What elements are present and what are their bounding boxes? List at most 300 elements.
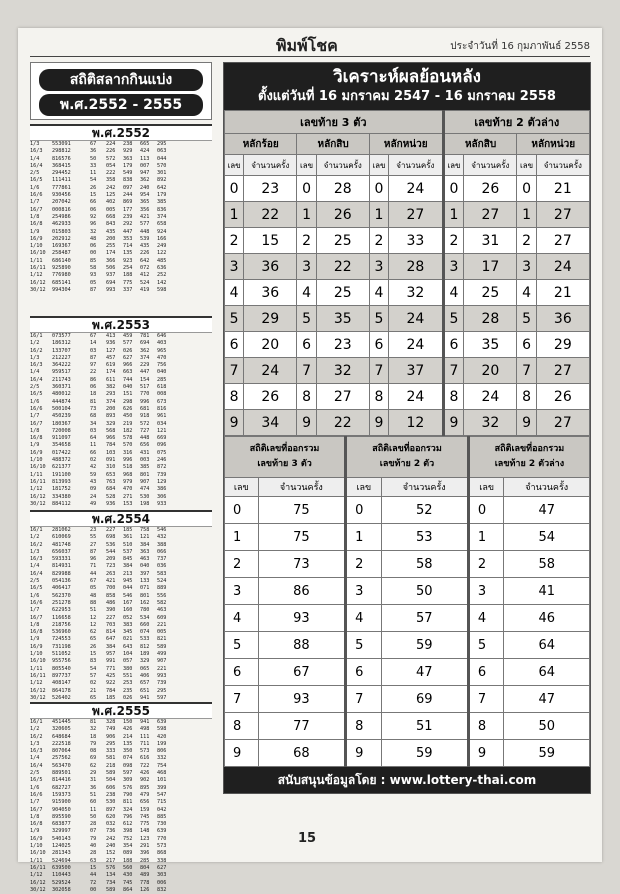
result-cell: 309 <box>123 777 133 784</box>
digit-cell: 7 <box>225 358 244 384</box>
count-cell: 21 <box>536 280 589 306</box>
result-cell: 03 <box>90 427 97 434</box>
result-cell: 096 <box>157 442 167 449</box>
result-cell: 382 <box>106 384 116 391</box>
result-cell: 18 <box>90 733 97 740</box>
result-cell: 054 <box>106 162 116 169</box>
result-cell: 489 <box>140 872 150 879</box>
totals-table <box>224 436 590 767</box>
count-cell: 41 <box>504 578 590 605</box>
result-cell: 67 <box>90 141 97 147</box>
year-title: พ.ศ.2552 <box>30 124 212 141</box>
result-cell: 597 <box>157 694 167 701</box>
result-cell: 420 <box>157 733 167 740</box>
result-cell: 966 <box>123 362 133 369</box>
result-cell: 739 <box>157 680 167 687</box>
result-cell: 384 <box>106 643 116 650</box>
count-cell: 88 <box>258 632 345 659</box>
result-cell: 16/10 <box>30 850 46 857</box>
result-cell: 647 <box>106 636 116 643</box>
result-cell: 1/11 <box>30 665 43 672</box>
draw-result-row <box>30 777 212 784</box>
totals-head-line: สถิติเลขที่ออกรวม <box>372 444 442 454</box>
result-cell: 50 <box>90 813 97 820</box>
result-cell: 16/5 <box>30 777 43 784</box>
count-cell: 20 <box>244 332 297 358</box>
result-cell: 869 <box>123 199 133 206</box>
digit-cell: 8 <box>225 713 259 740</box>
result-cell: 293 <box>106 391 116 398</box>
draw-result-row <box>30 185 212 192</box>
draw-result-row <box>30 534 212 541</box>
totals-row <box>225 605 590 632</box>
result-cell: 620 <box>106 813 116 820</box>
result-cell: 332 <box>157 755 167 762</box>
result-cell: 1/8 <box>30 813 40 820</box>
result-cell: 091 <box>106 457 116 464</box>
result-cell: 374 <box>157 213 167 220</box>
result-cell: 448 <box>140 435 150 442</box>
result-cell: 42 <box>90 464 97 471</box>
result-cell: 229 <box>140 362 150 369</box>
count-cell: 86 <box>258 578 345 605</box>
result-cell: 30/12 <box>30 286 46 293</box>
sub-units: หลักหน่วย <box>369 134 443 155</box>
result-cell: 745 <box>123 879 133 886</box>
draw-result-row <box>30 880 212 887</box>
header-divider <box>30 56 590 57</box>
result-cell: 44 <box>90 570 97 577</box>
digit-cell: 6 <box>517 332 536 358</box>
result-cell: 450 <box>123 413 133 420</box>
count-cell: 29 <box>536 332 589 358</box>
result-cell: 1/7 <box>30 199 40 206</box>
result-cell: 1/6 <box>30 592 40 599</box>
result-cell: 597 <box>123 770 133 777</box>
result-cell: 03 <box>90 347 97 354</box>
result-cell: 598 <box>157 286 167 293</box>
result-cell: 93 <box>90 272 97 279</box>
result-cell: 15 <box>90 651 97 658</box>
draw-result-row <box>30 858 212 865</box>
result-cell: 572 <box>106 155 116 162</box>
result-cell: 897 <box>106 806 116 813</box>
result-cell: 185 <box>123 527 133 533</box>
result-cell: 658 <box>157 221 167 228</box>
result-cell: 656 <box>140 799 150 806</box>
result-cell: 419 <box>140 286 150 293</box>
result-cell: 133707 <box>52 347 71 354</box>
result-cell: 923 <box>123 257 133 264</box>
draw-result-row <box>30 486 212 493</box>
result-cell: 430 <box>123 872 133 879</box>
result-cell: 16/12 <box>30 687 46 694</box>
result-cell: 221 <box>157 621 167 628</box>
draw-result-row <box>30 207 212 214</box>
count-cell: 24 <box>464 384 517 410</box>
digit-cell: 8 <box>297 384 316 410</box>
result-cell: 16/6 <box>30 791 43 798</box>
result-cell: 81 <box>90 719 97 725</box>
draw-result-row <box>30 340 212 347</box>
banner-title: สถิติสลากกินแบ่ง <box>39 69 203 91</box>
result-cell: 181752 <box>52 486 71 493</box>
result-cell: 16/12 <box>30 279 46 286</box>
result-cell: 754 <box>157 762 167 769</box>
draw-result-row <box>30 148 212 155</box>
digit-cell: 6 <box>443 332 464 358</box>
result-cell: 836 <box>157 206 167 213</box>
result-cell: 92 <box>90 213 97 220</box>
result-cell: 285 <box>140 857 150 864</box>
magazine-title: พิมพ์โชค <box>276 36 338 55</box>
result-cell: 86 <box>90 376 97 383</box>
result-cell: 845 <box>123 556 133 563</box>
result-cell: 32 <box>90 228 97 235</box>
stats-banner <box>30 62 212 120</box>
draw-result-row <box>30 391 212 398</box>
year-block <box>30 510 212 702</box>
result-cell: 816 <box>157 405 167 412</box>
result-cell: 562370 <box>52 592 71 599</box>
result-cell: 246 <box>157 457 167 464</box>
result-cell: 000816 <box>52 206 71 213</box>
result-cell: 2/5 <box>30 770 40 777</box>
result-cell: 58 <box>90 265 97 272</box>
result-cell: 2/5 <box>30 384 40 391</box>
count-cell: 24 <box>244 358 297 384</box>
digit-cell: 3 <box>443 254 464 280</box>
count-cell: 47 <box>504 686 590 713</box>
draw-results-list <box>30 527 212 702</box>
result-cell: 00 <box>90 250 97 257</box>
draw-result-row <box>30 258 212 265</box>
result-cell: 583 <box>157 570 167 577</box>
result-cell: 686140 <box>52 257 71 264</box>
digit-cell: 8 <box>225 384 244 410</box>
result-cell: 893 <box>106 413 116 420</box>
count-cell: 50 <box>381 578 468 605</box>
result-cell: 160 <box>123 607 133 614</box>
result-cell: 685141 <box>52 279 71 286</box>
result-cell: 384 <box>123 563 133 570</box>
count-cell: 27 <box>536 358 589 384</box>
result-cell: 62 <box>90 629 97 636</box>
draw-result-row <box>30 287 212 294</box>
draw-result-row <box>30 265 212 272</box>
draw-result-row <box>30 442 212 449</box>
draw-result-row <box>30 615 212 622</box>
result-cell: 426 <box>140 770 150 777</box>
result-cell: 530 <box>140 493 150 500</box>
result-cell: 463 <box>140 556 150 563</box>
result-cell: 730 <box>157 821 167 828</box>
result-cell: 16/2 <box>30 541 43 548</box>
result-cell: 089 <box>123 850 133 857</box>
totals-column-headers <box>225 478 590 497</box>
result-cell: 16/3 <box>30 362 43 369</box>
result-cell: 30/12 <box>30 694 46 701</box>
result-cell: 396 <box>140 850 150 857</box>
result-cell: 1/10 <box>30 243 43 250</box>
totals-head-line: สถิติเลขที่ออกรวม <box>494 444 565 454</box>
result-cell: 052 <box>123 614 133 621</box>
result-cell: 366 <box>106 257 116 264</box>
result-cell: 481748 <box>52 541 71 548</box>
count-cell: 27 <box>536 410 589 436</box>
result-cell: 134 <box>106 872 116 879</box>
result-cell: 222 <box>106 170 116 177</box>
result-cell: 957 <box>106 651 116 658</box>
draw-result-row <box>30 243 212 250</box>
result-cell: 16/5 <box>30 585 43 592</box>
digit-cell: 8 <box>468 713 504 740</box>
result-cell: 385 <box>157 199 167 206</box>
result-cell: 775 <box>123 279 133 286</box>
result-cell: 684 <box>106 486 116 493</box>
result-cell: 54 <box>90 177 97 184</box>
count-cell: 25 <box>464 280 517 306</box>
result-cell: 153 <box>123 500 133 507</box>
result-cell: 576 <box>123 784 133 791</box>
digit-row <box>225 228 590 254</box>
result-cell: 534 <box>140 614 150 621</box>
draw-result-row <box>30 629 212 636</box>
count-cell: 29 <box>244 306 297 332</box>
result-cell: 937 <box>106 272 116 279</box>
result-cell: 177 <box>123 206 133 213</box>
result-cell: 1/9 <box>30 228 40 235</box>
result-cell: 528 <box>106 493 116 500</box>
result-cell: 16/1 <box>30 719 43 725</box>
draw-result-row <box>30 221 212 228</box>
result-cell: 135 <box>123 250 133 257</box>
digit-cell: 5 <box>297 306 316 332</box>
result-cell: 242 <box>106 184 116 191</box>
result-cell: 68 <box>90 413 97 420</box>
draw-result-row <box>30 763 212 770</box>
result-cell: 752 <box>123 835 133 842</box>
result-cell: 536960 <box>52 629 71 636</box>
result-cell: 639 <box>157 828 167 835</box>
result-cell: 16/10 <box>30 250 46 257</box>
result-cell: 69 <box>90 755 97 762</box>
result-cell: 996 <box>140 398 150 405</box>
draw-result-row <box>30 399 212 406</box>
count-cell: 25 <box>316 228 369 254</box>
result-cell: 540143 <box>52 835 71 842</box>
draw-result-row <box>30 814 212 821</box>
digit-cell: 1 <box>297 202 316 228</box>
count-cell: 54 <box>504 524 590 551</box>
result-cell: 1/6 <box>30 784 40 791</box>
result-cell: 814 <box>106 629 116 636</box>
result-cell: 16/10 <box>30 658 46 665</box>
digit-cell: 4 <box>297 280 316 306</box>
result-cell: 413 <box>106 333 116 339</box>
result-cell: 388 <box>157 541 167 548</box>
result-cell: 700 <box>106 585 116 592</box>
draw-result-row <box>30 527 212 534</box>
count-cell: 67 <box>258 659 345 686</box>
count-cell: 27 <box>389 202 444 228</box>
result-cell: 097 <box>123 184 133 191</box>
digit-cell: 7 <box>346 686 381 713</box>
result-cell: 127 <box>106 347 116 354</box>
result-cell: 16/9 <box>30 643 43 650</box>
digit-cell: 1 <box>468 524 504 551</box>
result-cell: 1/7 <box>30 799 40 806</box>
result-cell: 16/9 <box>30 235 43 242</box>
result-cell: 16/7 <box>30 206 43 213</box>
result-cell: 198 <box>140 500 150 507</box>
count-cell: 69 <box>381 686 468 713</box>
result-cell: 306 <box>157 493 167 500</box>
draw-result-row <box>30 785 212 792</box>
totals-group-last2-lower <box>468 437 589 478</box>
result-cell: 026 <box>123 347 133 354</box>
result-cell: 488372 <box>52 457 71 464</box>
digit-cell: 5 <box>443 306 464 332</box>
result-cell: 485 <box>157 257 167 264</box>
result-cell: 121 <box>140 534 150 541</box>
count-cell: 75 <box>258 497 345 524</box>
result-cell: 040 <box>140 563 150 570</box>
result-cell: 627 <box>157 864 167 871</box>
result-cell: 895 <box>140 784 150 791</box>
count-cell: 28 <box>464 306 517 332</box>
draw-result-row <box>30 236 212 243</box>
digit-cell: 9 <box>369 410 388 436</box>
result-cell: 16/11 <box>30 265 46 272</box>
result-cell: 368415 <box>52 162 71 169</box>
result-cell: 350 <box>123 748 133 755</box>
result-cell: 616 <box>140 755 150 762</box>
result-cell: 421 <box>106 578 116 585</box>
draw-result-row <box>30 163 212 170</box>
result-cell: 447 <box>123 228 133 235</box>
result-cell: 124025 <box>52 843 71 850</box>
digit-row <box>225 202 590 228</box>
result-cell: 60 <box>90 799 97 806</box>
result-cell: 16/10 <box>30 464 46 471</box>
result-cell: 537 <box>123 548 133 555</box>
digit-cell: 2 <box>225 551 259 578</box>
draw-result-row <box>30 872 212 879</box>
result-cell: 694 <box>106 279 116 286</box>
result-cell: 500104 <box>52 405 71 412</box>
count-cell: 73 <box>258 551 345 578</box>
result-cell: 338 <box>157 857 167 864</box>
result-cell: 55 <box>90 534 97 541</box>
result-cell: 462933 <box>52 221 71 228</box>
result-cell: 1/10 <box>30 843 43 850</box>
result-cell: 363 <box>123 155 133 162</box>
result-cell: 546 <box>123 592 133 599</box>
count-cell: 26 <box>464 176 517 202</box>
result-cell: 071 <box>140 585 150 592</box>
draw-result-row <box>30 542 212 549</box>
draw-result-row <box>30 755 212 762</box>
result-cell: 28 <box>90 850 97 857</box>
result-cell: 360371 <box>52 384 71 391</box>
count-cell: 24 <box>389 176 444 202</box>
draw-result-row <box>30 593 212 600</box>
digit-cell: 5 <box>517 306 536 332</box>
totals-row <box>225 740 590 767</box>
result-cell: 329 <box>106 420 116 427</box>
result-cell: 222518 <box>52 740 71 747</box>
count-cell: 27 <box>536 202 589 228</box>
sub-tens-lower: หลักสิบ <box>443 134 517 155</box>
result-cell: 16/1 <box>30 333 43 339</box>
result-cell: 1/6 <box>30 184 40 191</box>
result-cell: 1/3 <box>30 740 40 747</box>
result-cell: 435 <box>106 228 116 235</box>
result-cell: 612 <box>123 821 133 828</box>
year-title: พ.ศ.2553 <box>30 316 212 333</box>
result-cell: 589 <box>157 643 167 650</box>
col-digit: เลข <box>225 478 259 497</box>
result-cell: 30/12 <box>30 500 46 507</box>
draw-result-row <box>30 494 212 501</box>
result-cell: 16/12 <box>30 879 46 886</box>
result-cell: 16/6 <box>30 599 43 606</box>
result-cell: 361 <box>123 534 133 541</box>
result-cell: 36 <box>90 784 97 791</box>
result-cell: 959517 <box>52 369 71 376</box>
result-cell: 384 <box>140 541 150 548</box>
result-cell: 656 <box>140 442 150 449</box>
result-cell: 639 <box>157 719 167 725</box>
result-cell: 1/4 <box>30 155 40 162</box>
result-cell: 83 <box>90 658 97 665</box>
result-cell: 063 <box>157 148 167 155</box>
digit-cell: 6 <box>468 659 504 686</box>
result-cell: 570 <box>123 442 133 449</box>
draw-result-row <box>30 333 212 340</box>
draw-result-row <box>30 807 212 814</box>
result-cell: 626 <box>123 405 133 412</box>
draw-result-row <box>30 214 212 221</box>
result-cell: 895590 <box>52 813 71 820</box>
totals-row <box>225 524 590 551</box>
result-cell: 536 <box>106 541 116 548</box>
result-cell: 43 <box>90 478 97 485</box>
result-cell: 838 <box>123 177 133 184</box>
digit-cell: 1 <box>346 524 381 551</box>
result-cell: 924 <box>157 228 167 235</box>
result-cell: 23 <box>90 527 97 533</box>
count-cell: 36 <box>536 306 589 332</box>
count-cell: 26 <box>316 202 369 228</box>
result-cell: 744 <box>123 376 133 383</box>
result-cell: 1/9 <box>30 828 40 835</box>
draw-result-row <box>30 821 212 828</box>
result-cell: 499 <box>157 651 167 658</box>
result-cell: 1/11 <box>30 257 43 264</box>
result-cell: 036 <box>157 563 167 570</box>
result-cell: 034 <box>157 420 167 427</box>
digit-cell: 4 <box>225 280 244 306</box>
result-cell: 450239 <box>52 413 71 420</box>
count-cell: 22 <box>316 254 369 280</box>
result-cell: 02 <box>90 680 97 687</box>
result-cell: 16/1 <box>30 527 43 533</box>
result-cell: 66 <box>90 199 97 206</box>
result-cell: 166 <box>157 235 167 242</box>
result-cell: 444874 <box>52 398 71 405</box>
